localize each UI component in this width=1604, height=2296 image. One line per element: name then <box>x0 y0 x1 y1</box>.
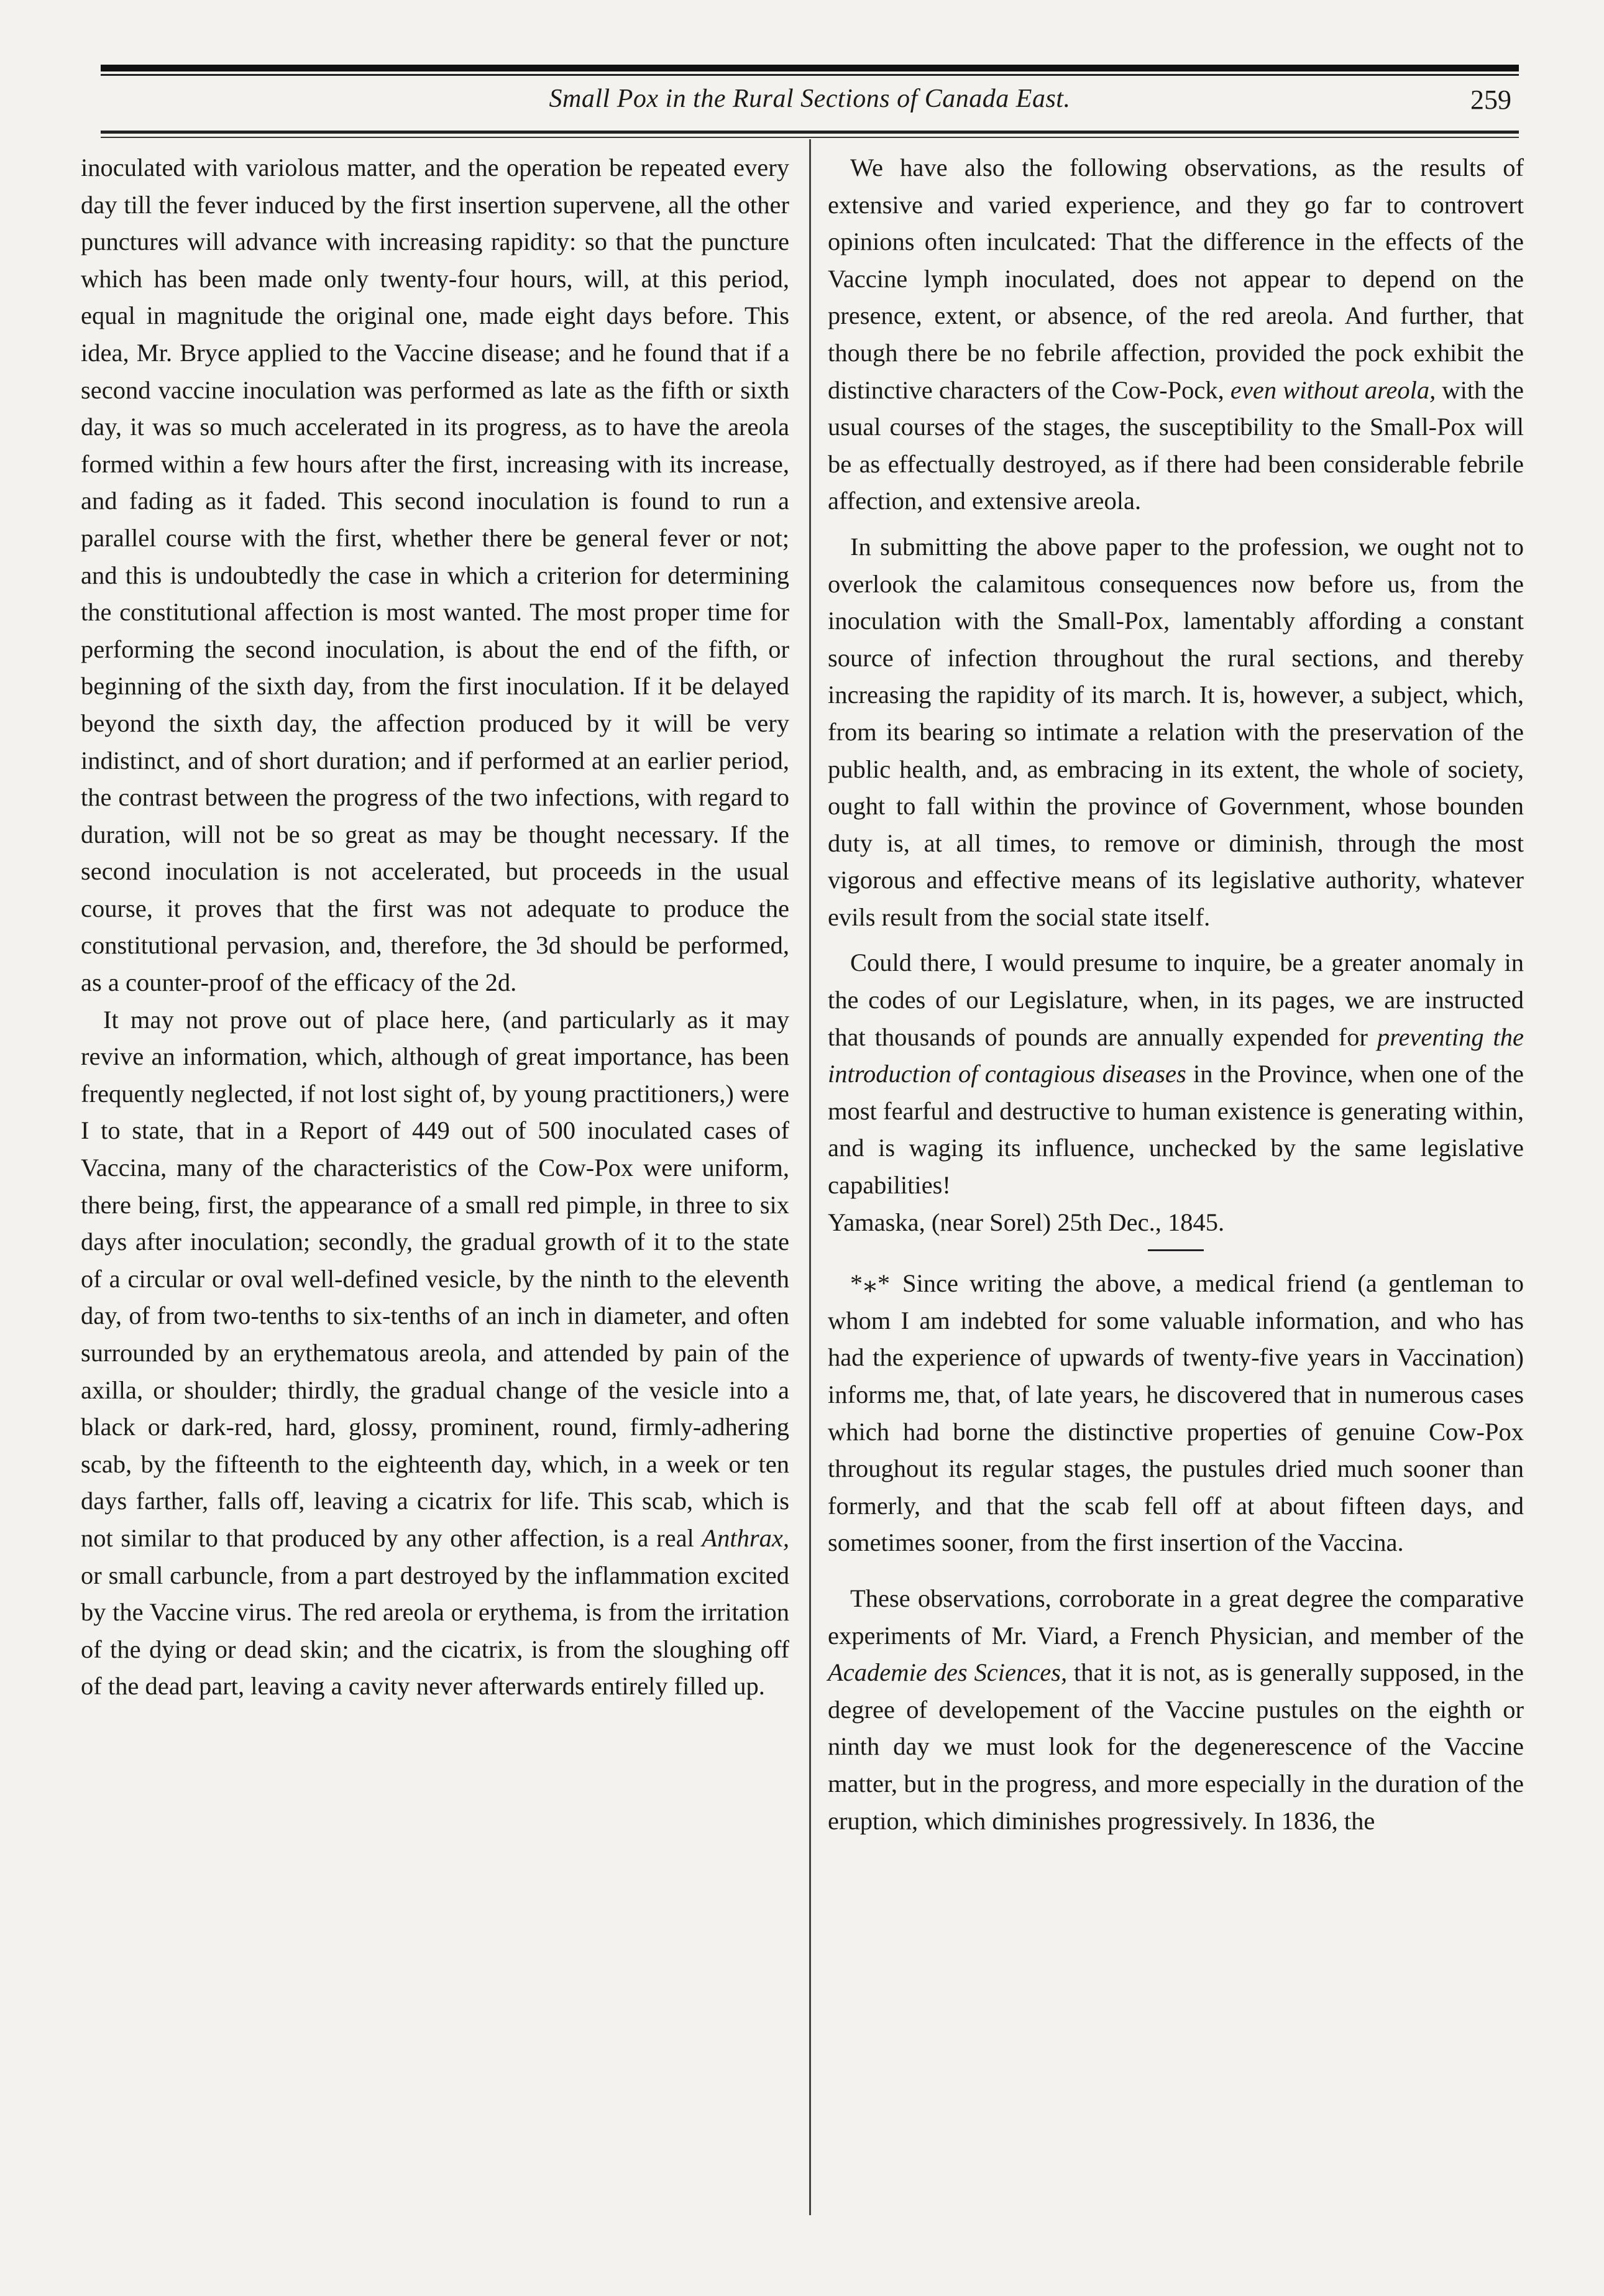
signature-line: Yamaska, (near Sorel) 25th Dec., 1845. <box>828 1208 1225 1236</box>
asterism-glyph: *⁎* <box>850 1269 891 1298</box>
right-paragraph-3-part-a: Could there, I would presume to inquire, be a greater anomaly in the codes of our Legislature, when, in its pages, we are instructed that thousands of pounds are annually expended for <box>828 948 1524 1051</box>
right-paragraph-1-italic: even without areola, <box>1230 375 1436 404</box>
header-thin-rule <box>101 137 1519 138</box>
section-rule <box>1148 1249 1204 1251</box>
right-paragraph-3-italic: preventing the introduction of contagious diseases <box>828 1022 1524 1088</box>
left-paragraph-2 <box>81 1001 789 1705</box>
postscript-text: Since writing the above, a medical friend (a gentleman to whom I am indebted for some valuable information, and who has had the experience of upwards of twenty-five years in Vaccination) informs me, that, of late years, he discovered that in numerous cases which had borne the distinctive properties of genuine Cow-Pox throughout its regular stages, the pustules dried much sooner than formerly, and that the scab fell off at about fifteen days, and sometimes sooner, from the first insertion of the Vaccina. <box>828 1269 1524 1557</box>
running-title: Small Pox in the Rural Sections of Canada East. <box>549 85 1071 113</box>
right-paragraph-5 <box>828 1580 1524 1839</box>
left-paragraph-2-italic: Anthrax, <box>702 1523 789 1552</box>
right-column <box>828 149 1524 1839</box>
postscript-note <box>828 1265 1524 1561</box>
left-column <box>81 149 789 1705</box>
right-paragraph-2: In submitting the above paper to the profession, we ought not to overlook the calamitous consequences now before us, from the inoculation with the Small-Pox, lamentably affording a constant source of infection throughout the rural sections, and thereby increasing the rapidity of its march. It is, however, a subject, which, from its bearing so intimate a relation with the preservation of the public health, and, as embracing in its extent, the whole of society, ought to fall within the province of Government, whose bounden duty is, at all times, to remove or diminish, through the most vigorous and effective means of its legislative authority, whatever evils result from the social state itself. <box>828 532 1524 931</box>
right-paragraph-1 <box>828 149 1524 520</box>
top-thin-rule <box>101 74 1519 76</box>
right-paragraph-3 <box>828 944 1524 1203</box>
right-paragraph-1-part-b: with the usual courses of the stages, the susceptibility to the Small-Pox will be as effectually destroyed, as if there had been considerable febrile affection, and extensive areola. <box>828 375 1524 515</box>
top-double-rule <box>101 65 1519 71</box>
page-header <box>101 84 1519 127</box>
header-rule <box>101 131 1519 134</box>
right-paragraph-5-part-b: that it is not, as is generally supposed, in the degree of developement of the Vaccine pustules on the eighth or ninth day we must look for the degenerescence of the Vaccine matter, but in the progress, and more especially in the duration of the eruption, which diminishes progressively. In 1836, the <box>828 1658 1524 1835</box>
right-paragraph-3-part-b: in the Province, when one of the most fearful and destructive to human existence is generating within, and is waging its influence, unchecked by the same legislative capabilities! <box>828 1060 1524 1200</box>
right-paragraph-5-part-a: These observations, corroborate in a great degree the comparative experiments of Mr. Viard, a French Physician, and member of the <box>828 1584 1524 1650</box>
right-paragraph-1-part-a: We have also the following observations, as the results of extensive and varied experience, and they go far to controvert opinions often inculcated: That the difference in the effects of the Vaccine lymph inoculated, does not appear to depend on the presence, extent, or absence, of the red areola. And further, that though there be no febrile affection, provided the pock exhibit the distinctive characters of the Cow-Pock, <box>828 154 1524 404</box>
left-paragraph-1: inoculated with variolous matter, and the operation be repeated every day till the fever induced by the first insertion supervene, all the other punctures will advance with increasing rapidity: so that the puncture which has been made only twenty-four hours, will, at this period, equal in magnitude the original one, made eight days before. This idea, Mr. Bryce applied to the Vaccine disease; and he found that if a second vaccine inoculation was performed as late as the fifth or sixth day, it was so much accelerated in its progress, as to have the areola formed within a few hours after the first, increasing with its increase, and fading as it faded. This second inoculation is found to run a parallel course with the first, whether there be general fever or not; and this is undoubtedly the case in which a criterion for determining the constitutional affection is most wanted. The most proper time for performing the second inoculation, is about the end of the fifth, or beginning of the sixth day, from the first inoculation. If it be delayed beyond the sixth day, the affection produced by it will be very indistinct, and of short duration; and if performed at an earlier period, the contrast between the progress of the two infections, with regard to duration, will not be so great as may be thought necessary. If the second inoculation is not accelerated, but proceeds in the usual course, it proves that the first was not adequate to produce the constitutional pervasion, and, therefore, the 3d should be performed, as a counter-proof of the efficacy of the 2d. <box>81 154 789 997</box>
right-paragraph-5-italic: Academie des Sciences, <box>828 1658 1068 1687</box>
column-divider <box>809 139 811 2215</box>
page-number: 259 <box>1470 85 1511 115</box>
left-paragraph-2-part-b: or small carbuncle, from a part destroyed by the inflammation excited by the Vaccine virus. The red areola or erythema, is from the irritation of the dying or dead skin; and the cicatrix, is from the sloughing off of the dead part, leaving a cavity never afterwards entirely filled up. <box>81 1561 789 1701</box>
left-paragraph-2-part-a: It may not prove out of place here, (and particularly as it may revive an information, which, although of great importance, has been frequently neglected, if not lost sight of, by young practitioners,) were I to state, that in a Report of 449 out of 500 inoculated cases of Vaccina, many of the characteristics of the Cow-Pox were uniform, there being, first, the appearance of a small red pimple, in three to six days after inoculation; secondly, the gradual growth of it to the state of a circular or oval well-defined vesicle, by the ninth to the eleventh day, of from two-tenths to six-tenths of an inch in diameter, and often surrounded by an erythematous areola, and attended by pain of the axilla, or shoulder; thirdly, the gradual change of the vesicle into a black or dark-red, hard, glossy, prominent, round, firmly-adhering scab, by the fifteenth to the eighteenth day, which, in a week or ten days farther, falls off, leaving a cicatrix for life. This scab, which is not similar to that produced by any other affection, is a real <box>81 1005 789 1552</box>
